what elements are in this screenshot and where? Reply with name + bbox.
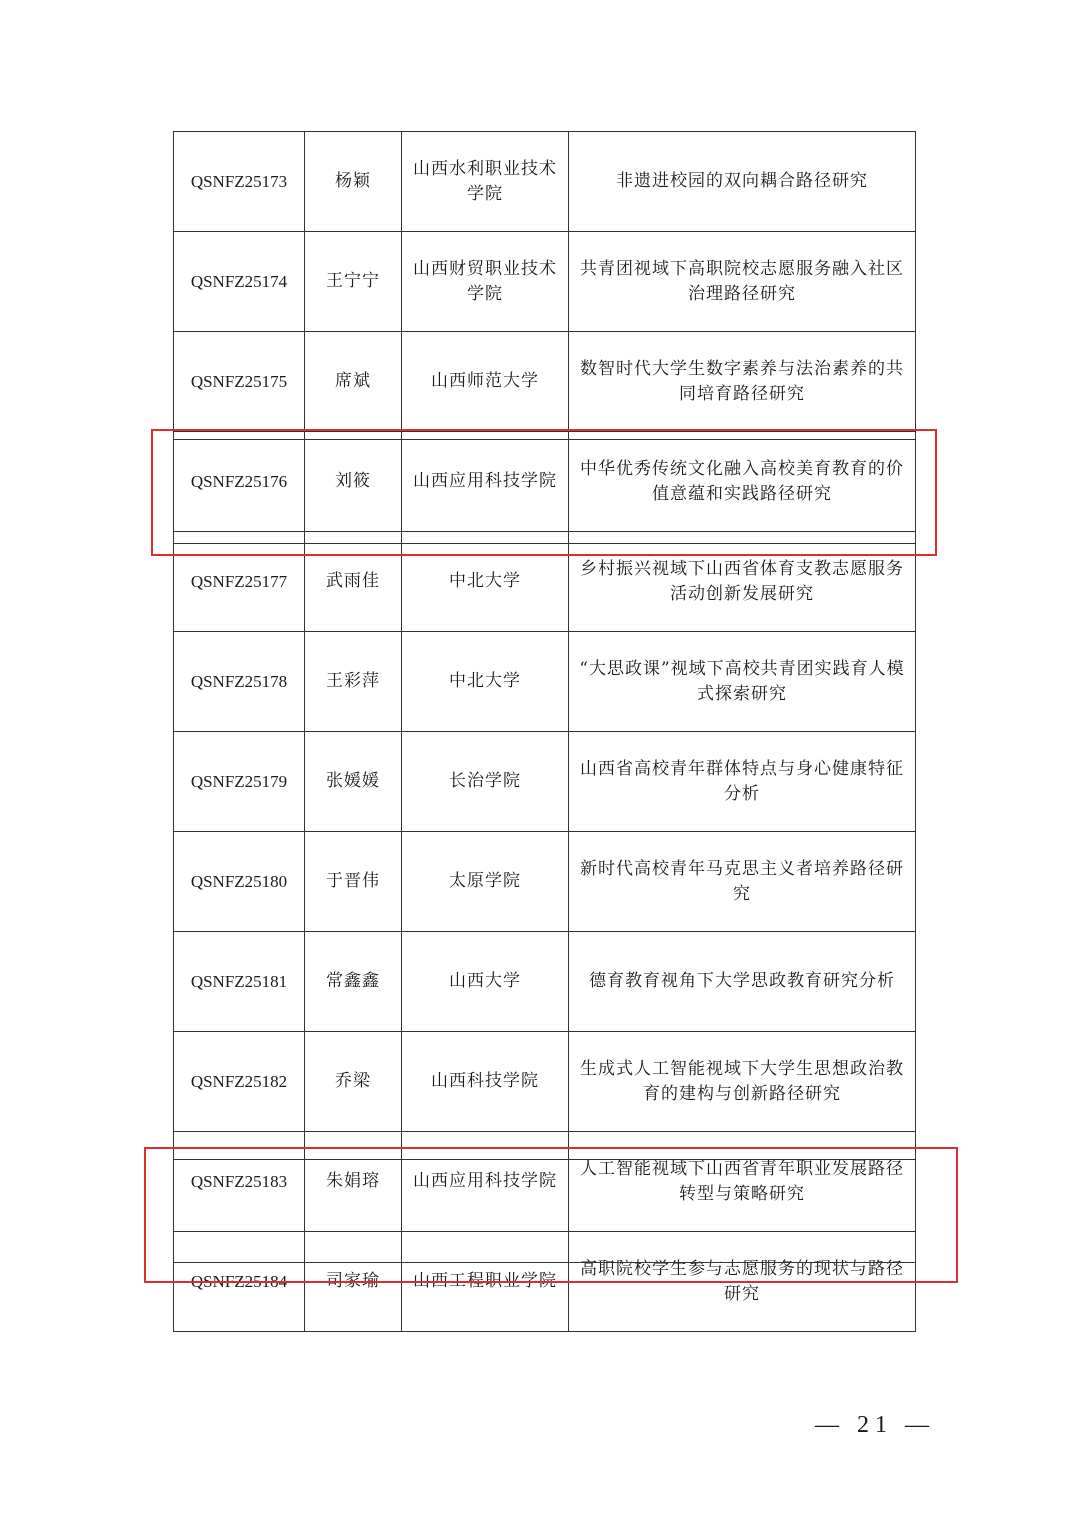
project-title: 德育教育视角下大学思政教育研究分析 [569,932,916,1032]
applicant-name: 王宁宁 [305,232,402,332]
project-title: 非遗进校园的双向耦合路径研究 [569,132,916,232]
applicant-name: 席斌 [305,332,402,432]
applicant-name: 刘筱 [305,432,402,532]
project-code: QSNFZ25183 [174,1132,305,1232]
project-title: 中华优秀传统文化融入高校美育教育的价值意蕴和实践路径研究 [569,432,916,532]
applicant-name: 朱娟瑢 [305,1132,402,1232]
school-name: 山西科技学院 [402,1032,569,1132]
applicant-name: 乔梁 [305,1032,402,1132]
school-name: 中北大学 [402,532,569,632]
project-table-body [174,132,916,1332]
school-name: 山西应用科技学院 [402,1132,569,1232]
row-divider-line [173,439,915,440]
school-name: 山西水利职业技术学院 [402,132,569,232]
project-table [173,131,916,1332]
project-code: QSNFZ25174 [174,232,305,332]
project-code: QSNFZ25173 [174,132,305,232]
row-divider-line [173,1262,915,1263]
applicant-name: 于晋伟 [305,832,402,932]
table-row [174,732,916,832]
page-number: — 21 — [815,1412,935,1438]
table-row [174,532,916,632]
table-row [174,632,916,732]
table-row [174,832,916,932]
project-code: QSNFZ25175 [174,332,305,432]
project-code: QSNFZ25180 [174,832,305,932]
project-code: QSNFZ25177 [174,532,305,632]
applicant-name: 武雨佳 [305,532,402,632]
school-name: 山西工程职业学院 [402,1232,569,1332]
school-name: 太原学院 [402,832,569,932]
project-title: “大思政课”视域下高校共青团实践育人模式探索研究 [569,632,916,732]
project-title: 生成式人工智能视域下大学生思想政治教育的建构与创新路径研究 [569,1032,916,1132]
table-row [174,1032,916,1132]
school-name: 山西师范大学 [402,332,569,432]
school-name: 山西应用科技学院 [402,432,569,532]
school-name: 山西财贸职业技术学院 [402,232,569,332]
project-title: 乡村振兴视域下山西省体育支教志愿服务活动创新发展研究 [569,532,916,632]
project-title: 山西省高校青年群体特点与身心健康特征分析 [569,732,916,832]
applicant-name: 杨颖 [305,132,402,232]
project-title: 新时代高校青年马克思主义者培养路径研究 [569,832,916,932]
school-name: 中北大学 [402,632,569,732]
project-code: QSNFZ25179 [174,732,305,832]
applicant-name: 司家瑜 [305,1232,402,1332]
project-code: QSNFZ25182 [174,1032,305,1132]
project-code: QSNFZ25178 [174,632,305,732]
row-divider-line [173,543,915,544]
school-name: 长治学院 [402,732,569,832]
applicant-name: 张媛媛 [305,732,402,832]
table-row [174,132,916,232]
table-row [174,332,916,432]
applicant-name: 常鑫鑫 [305,932,402,1032]
table-row [174,1132,916,1232]
project-title: 共青团视域下高职院校志愿服务融入社区治理路径研究 [569,232,916,332]
applicant-name: 王彩萍 [305,632,402,732]
project-title: 人工智能视域下山西省青年职业发展路径转型与策略研究 [569,1132,916,1232]
project-code: QSNFZ25181 [174,932,305,1032]
table-row [174,432,916,532]
project-title: 数智时代大学生数字素养与法治素养的共同培育路径研究 [569,332,916,432]
row-divider-line [173,1159,915,1160]
project-code: QSNFZ25184 [174,1232,305,1332]
table-row [174,932,916,1032]
table-row [174,1232,916,1332]
school-name: 山西大学 [402,932,569,1032]
table-row [174,232,916,332]
project-title: 高职院校学生参与志愿服务的现状与路径研究 [569,1232,916,1332]
project-code: QSNFZ25176 [174,432,305,532]
